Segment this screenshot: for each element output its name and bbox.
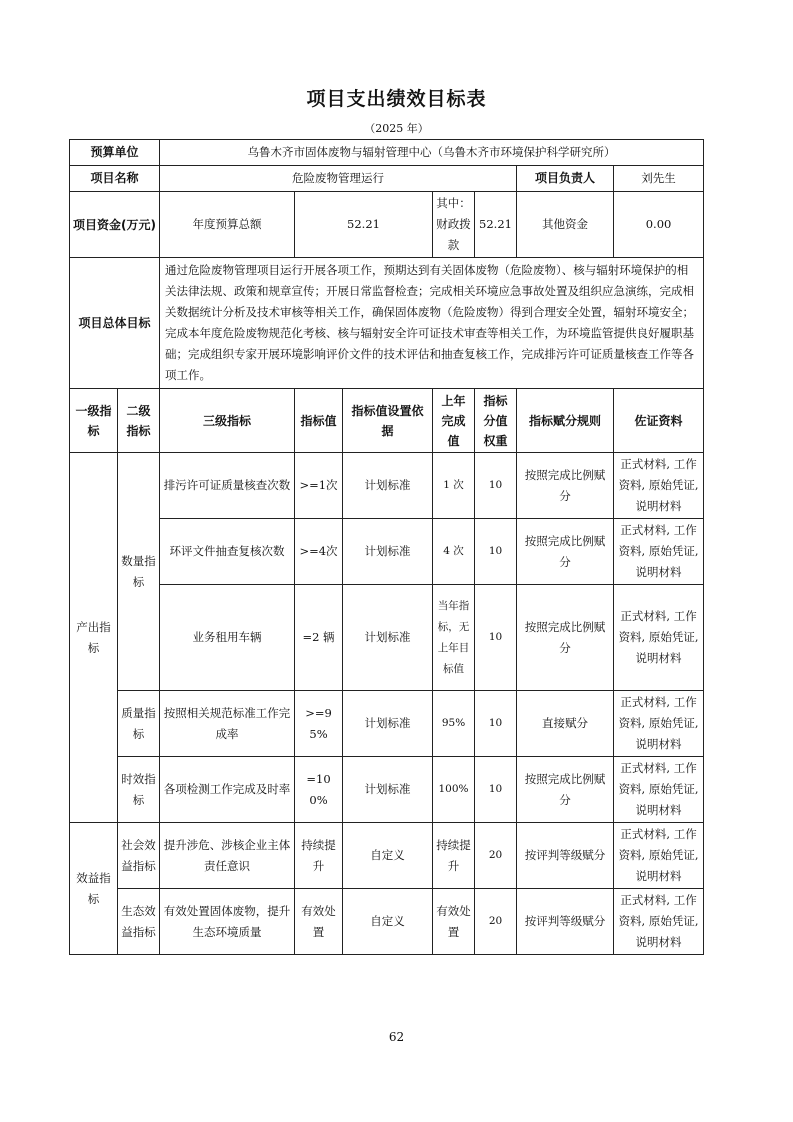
row-rule: 直接赋分 — [517, 691, 614, 757]
annual-budget-label: 年度预算总额 — [160, 192, 295, 258]
row-value: >=4次 — [295, 519, 343, 585]
row-level3: 业务租用车辆 — [160, 585, 295, 691]
header-weight: 指标分值权重 — [475, 389, 517, 453]
fiscal-allocation-label: 其中：财政拨款 — [433, 192, 475, 258]
row-last-year: 持续提升 — [433, 823, 475, 889]
project-funds-label: 项目资金(万元) — [70, 192, 160, 258]
row-evidence: 正式材料, 工作资料, 原始凭证, 说明材料 — [614, 585, 704, 691]
header-rule: 指标赋分规则 — [517, 389, 614, 453]
row-level3: 按照相关规范标准工作完成率 — [160, 691, 295, 757]
row-level3: 提升涉危、涉核企业主体责任意识 — [160, 823, 295, 889]
header-evidence: 佐证资料 — [614, 389, 704, 453]
row-level3: 有效处置固体废物，提升生态环境质量 — [160, 889, 295, 955]
row-evidence: 正式材料, 工作资料, 原始凭证, 说明材料 — [614, 453, 704, 519]
header-level1: 一级指标 — [70, 389, 118, 453]
row-weight: 10 — [475, 585, 517, 691]
header-basis: 指标值设置依据 — [343, 389, 433, 453]
other-funds-label: 其他资金 — [517, 192, 614, 258]
annual-budget-value: 52.21 — [295, 192, 433, 258]
row-evidence: 正式材料, 工作资料, 原始凭证, 说明材料 — [614, 757, 704, 823]
project-leader-label: 项目负责人 — [517, 166, 614, 192]
row-rule: 按评判等级赋分 — [517, 823, 614, 889]
row-value: =100% — [295, 757, 343, 823]
row-rule: 按照完成比例赋分 — [517, 757, 614, 823]
overall-goal-row — [70, 258, 704, 389]
budget-unit-value: 乌鲁木齐市固体废物与辐射管理中心（乌鲁木齐市环境保护科学研究所） — [160, 140, 704, 166]
row-level3: 各项检测工作完成及时率 — [160, 757, 295, 823]
row-value: >=1次 — [295, 453, 343, 519]
table-row — [70, 757, 704, 823]
header-level3: 三级指标 — [160, 389, 295, 453]
row-rule: 按照完成比例赋分 — [517, 519, 614, 585]
project-funds-row — [70, 192, 704, 258]
project-name-row — [70, 166, 704, 192]
row-evidence: 正式材料, 工作资料, 原始凭证, 说明材料 — [614, 823, 704, 889]
group-quantity: 数量指标 — [118, 453, 160, 691]
page-title: 项目支出绩效目标表 — [306, 88, 487, 110]
row-basis: 计划标准 — [343, 691, 433, 757]
row-value: >=95% — [295, 691, 343, 757]
overall-goal-label: 项目总体目标 — [70, 258, 160, 389]
header-value: 指标值 — [295, 389, 343, 453]
performance-target-table — [69, 139, 704, 955]
row-value: 有效处置 — [295, 889, 343, 955]
row-last-year: 有效处置 — [433, 889, 475, 955]
budget-unit-row — [70, 140, 704, 166]
row-weight: 10 — [475, 519, 517, 585]
row-weight: 20 — [475, 889, 517, 955]
header-last-year: 上年完成值 — [433, 389, 475, 453]
row-evidence: 正式材料, 工作资料, 原始凭证, 说明材料 — [614, 889, 704, 955]
row-weight: 10 — [475, 453, 517, 519]
fiscal-allocation-value: 52.21 — [475, 192, 517, 258]
row-weight: 10 — [475, 757, 517, 823]
row-value: 持续提升 — [295, 823, 343, 889]
table-row — [70, 585, 704, 691]
group-social: 社会效益指标 — [118, 823, 160, 889]
row-basis: 计划标准 — [343, 585, 433, 691]
row-weight: 20 — [475, 823, 517, 889]
row-rule: 按照完成比例赋分 — [517, 585, 614, 691]
row-basis: 计划标准 — [343, 453, 433, 519]
table-row — [70, 453, 704, 519]
row-level3: 排污许可证质量核查次数 — [160, 453, 295, 519]
group-timeliness: 时效指标 — [118, 757, 160, 823]
row-last-year: 100% — [433, 757, 475, 823]
table-row — [70, 889, 704, 955]
header-row — [70, 389, 704, 453]
group-output: 产出指标 — [70, 453, 118, 823]
table-row — [70, 691, 704, 757]
row-last-year: 95% — [433, 691, 475, 757]
row-basis: 自定义 — [343, 823, 433, 889]
row-last-year: 当年指标，无上年目标值 — [433, 585, 475, 691]
project-name-label: 项目名称 — [70, 166, 160, 192]
table-row — [70, 823, 704, 889]
row-level3: 环评文件抽查复核次数 — [160, 519, 295, 585]
row-evidence: 正式材料, 工作资料, 原始凭证, 说明材料 — [614, 691, 704, 757]
project-name-value: 危险废物管理运行 — [160, 166, 517, 192]
year-label: （2025 年） — [364, 122, 429, 135]
group-quality: 质量指标 — [118, 691, 160, 757]
row-value: =2 辆 — [295, 585, 343, 691]
row-weight: 10 — [475, 691, 517, 757]
other-funds-value: 0.00 — [614, 192, 704, 258]
row-evidence: 正式材料, 工作资料, 原始凭证, 说明材料 — [614, 519, 704, 585]
overall-goal-text: 通过危险废物管理项目运行开展各项工作，预期达到有关固体废物（危险废物）、核与辐射环境保护的相关法律法规、政策和规章宣传；开展日常监督检查；完成相关环境应急事故处置及组织应急演练，完成相关数据统计分析及技术审核等相关工作，确保固体废物（危险废物）得到合理安全处置，辐射环境安全；完成本年度危险废物规范化考核、核与辐射安全许可证技术审查等相关工作，为环境监管提供良好履职基础；完成组织专家开展环境影响评价文件的技术评估和抽查复核工作，完成排污许可证质量核查工作等各项工作。 — [160, 258, 704, 389]
row-rule: 按评判等级赋分 — [517, 889, 614, 955]
header-level2: 二级指标 — [118, 389, 160, 453]
row-rule: 按照完成比例赋分 — [517, 453, 614, 519]
row-basis: 自定义 — [343, 889, 433, 955]
page-number: 62 — [388, 1030, 405, 1044]
group-benefit: 效益指标 — [70, 823, 118, 955]
budget-unit-label: 预算单位 — [70, 140, 160, 166]
row-last-year: 1 次 — [433, 453, 475, 519]
row-basis: 计划标准 — [343, 519, 433, 585]
group-ecological: 生态效益指标 — [118, 889, 160, 955]
row-last-year: 4 次 — [433, 519, 475, 585]
table-row — [70, 519, 704, 585]
row-basis: 计划标准 — [343, 757, 433, 823]
project-leader-value: 刘先生 — [614, 166, 704, 192]
